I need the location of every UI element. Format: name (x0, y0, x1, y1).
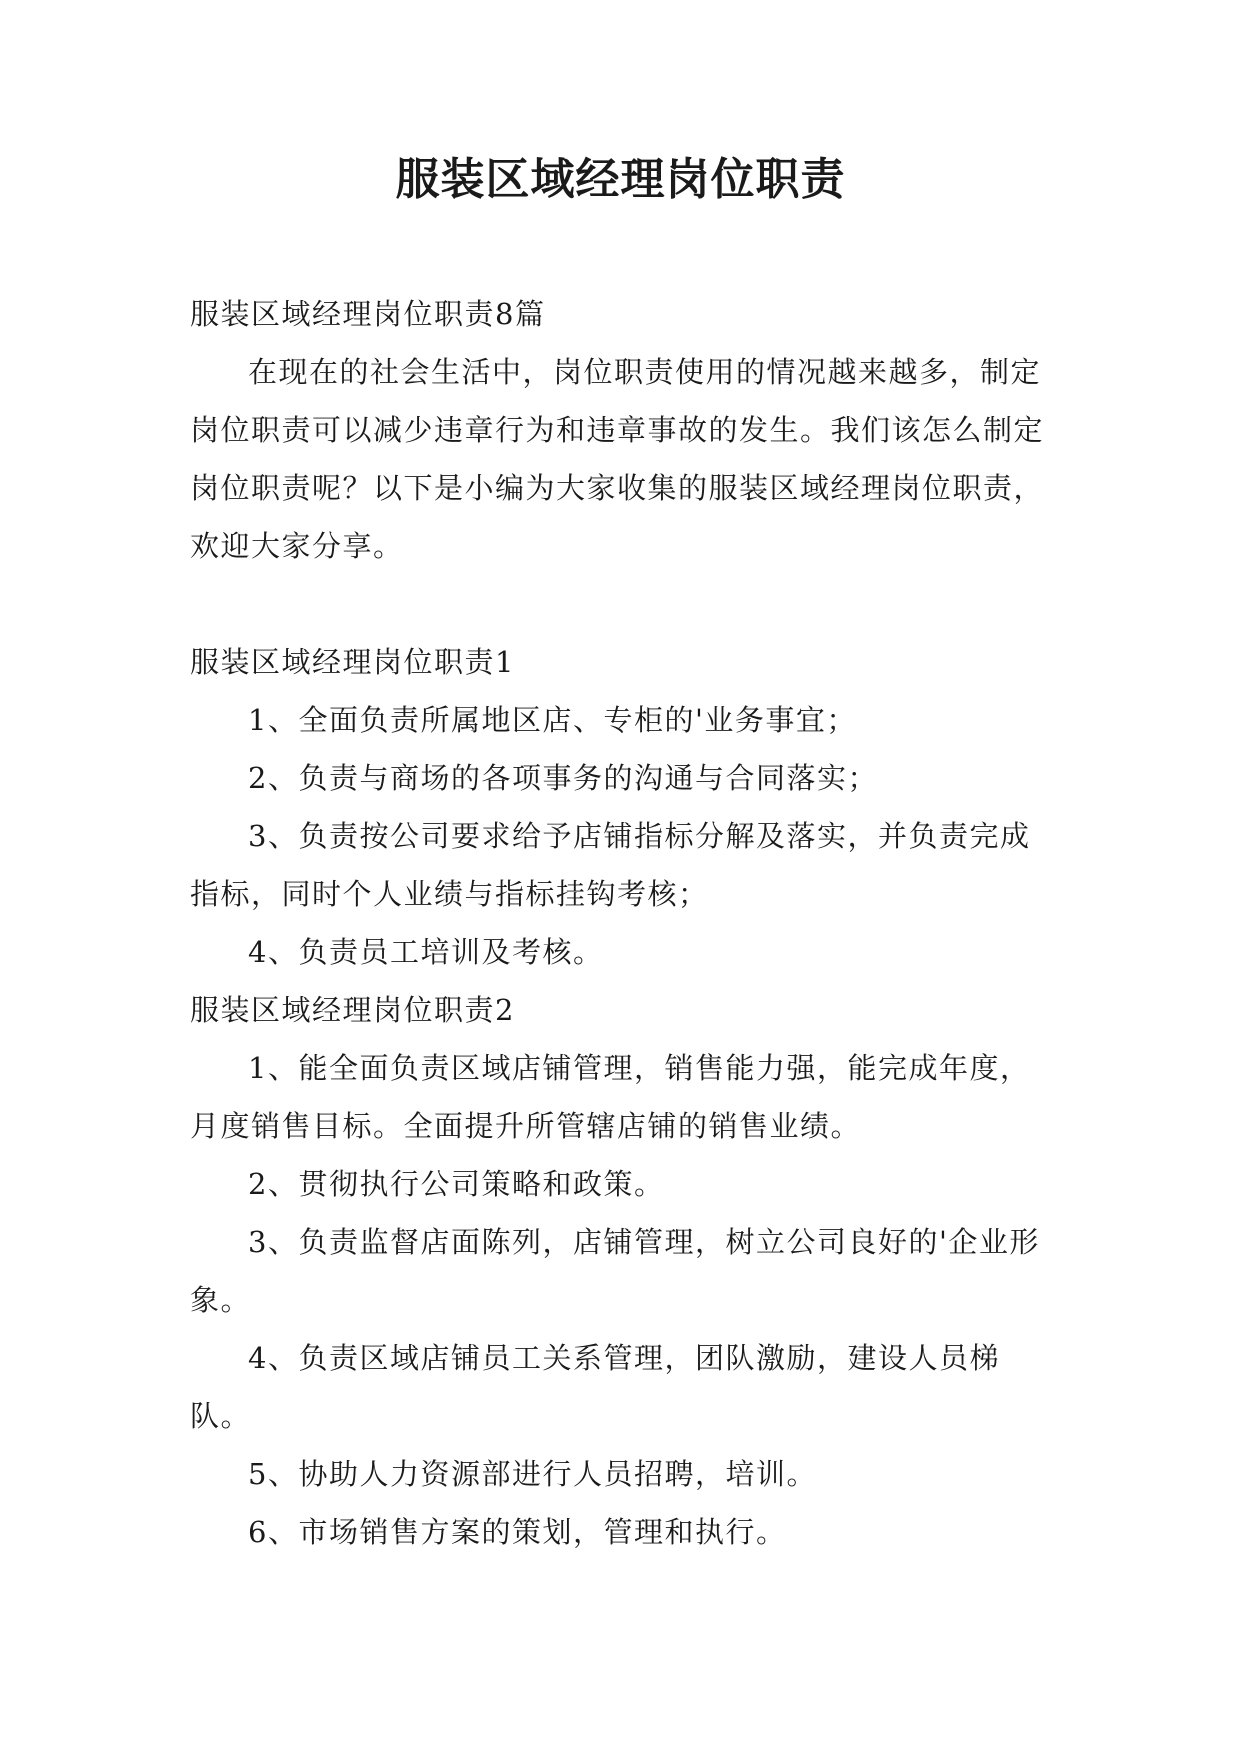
section-heading: 服装区域经理岗位职责1 (190, 645, 515, 679)
list-item: 4、负责员工培训及考核。 (248, 935, 604, 969)
list-item: 6、市场销售方案的策划，管理和执行。 (248, 1515, 787, 1549)
section-heading: 服装区域经理岗位职责2 (190, 993, 515, 1027)
section-2 (190, 981, 1050, 1561)
list-item: 4、负责区域店铺员工关系管理，团队激励，建设人员梯队。 (190, 1341, 1000, 1433)
list-item: 1、能全面负责区域店铺管理，销售能力强，能完成年度，月度销售目标。全面提升所管辖店铺的销售业绩。 (190, 1051, 1031, 1143)
document-body (190, 285, 1050, 1561)
list-item: 3、负责监督店面陈列，店铺管理，树立公司良好的'企业形象。 (190, 1225, 1040, 1317)
list-item: 2、贯彻执行公司策略和政策。 (248, 1167, 665, 1201)
section-1 (190, 633, 1050, 981)
list-item: 5、协助人力资源部进行人员招聘，培训。 (248, 1457, 817, 1491)
document-subtitle: 服装区域经理岗位职责8篇 (190, 297, 546, 331)
list-item: 3、负责按公司要求给予店铺指标分解及落实，并负责完成指标，同时个人业绩与指标挂钩考核； (190, 819, 1031, 911)
document-title: 服装区域经理岗位职责 (395, 154, 846, 205)
list-item: 1、全面负责所属地区店、专柜的'业务事宜； (248, 703, 857, 737)
paragraph-spacer (190, 575, 1050, 633)
intro-paragraph: 在现在的社会生活中，岗位职责使用的情况越来越多，制定岗位职责可以减少违章行为和违章事故的发生。我们该怎么制定岗位职责呢？以下是小编为大家收集的服装区域经理岗位职责，欢迎大家分享。 (190, 355, 1045, 563)
list-item: 2、负责与商场的各项事务的沟通与合同落实； (248, 761, 878, 795)
